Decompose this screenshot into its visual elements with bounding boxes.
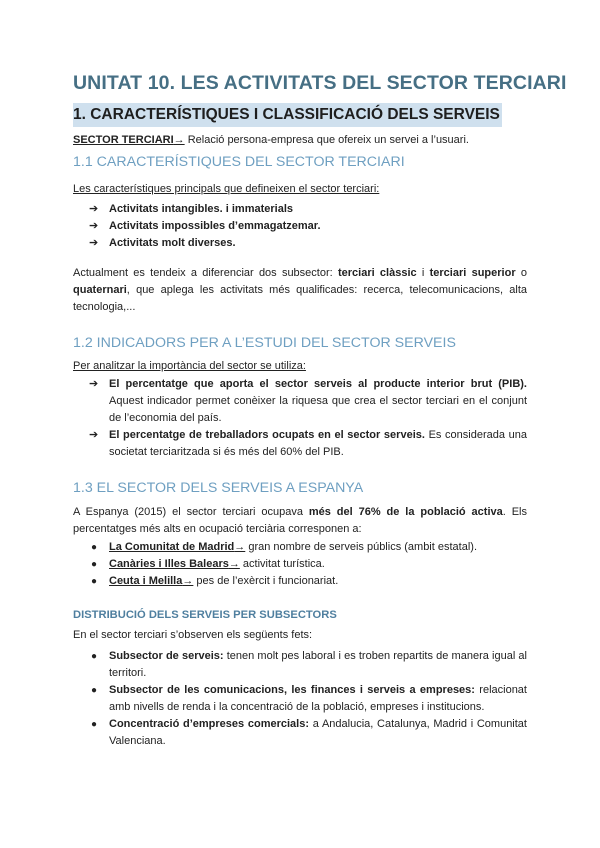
bullet-icon: ● <box>91 685 98 696</box>
arrow-bullet-icon: ➔ <box>89 429 99 441</box>
arrow-icon: → <box>173 134 185 146</box>
definition-text: Relació persona-empresa que ofereix un servei a l’usuari. <box>184 134 469 146</box>
regions-list <box>73 539 527 590</box>
bullet-icon: ● <box>91 559 98 570</box>
distribution-title: DISTRIBUCIÓ DELS SERVEIS PER SUBSECTORS <box>73 609 337 621</box>
subsection-1-3-title: 1.3 EL SECTOR DELS SERVEIS A ESPANYA <box>73 480 364 496</box>
arrow-bullet-icon: ➔ <box>89 378 99 390</box>
spain-paragraph: A Espanya (2015) el sector terciari ocupava més del 76% de la població activa. Els percentatges més alts en ocupació terciària corresponen a: <box>73 506 527 535</box>
subsector-paragraph: Actualment es tendeix a diferenciar dos subsector: terciari clàssic i terciari superior o quaternari, que aplega les activitats més qualificades: recerca, telecomunicacions, alta tecnologia,... <box>73 267 527 313</box>
characteristics-intro: Les característiques principals que defineixen el sector terciari: <box>73 183 380 195</box>
subsection-1-1-title: 1.1 CARACTERÍSTIQUES DEL SECTOR TERCIARI <box>73 154 405 170</box>
list-item: ➔ Activitats impossibles d’emmagatzemar. <box>73 218 527 235</box>
list-item: ● Ceuta i Melilla→ pes de l’exèrcit i funcionariat. <box>73 573 527 590</box>
list-item: ● Subsector de serveis: tenen molt pes laboral i es troben repartits de manera igual al territori. <box>91 650 527 679</box>
subsection-1-2-title: 1.2 INDICADORS PER A L’ESTUDI DEL SECTOR SERVEIS <box>73 335 456 351</box>
bullet-icon: ● <box>91 542 98 553</box>
list-item: ➔ Activitats molt diverses. <box>73 235 527 252</box>
bullet-icon: ● <box>91 719 98 730</box>
definition-term: SECTOR TERCIARI→ <box>73 134 185 146</box>
unit-title: UNITAT 10. LES ACTIVITATS DEL SECTOR TERCIARI <box>73 72 567 94</box>
list-item: ➔ Activitats intangibles. i immaterials <box>73 201 527 218</box>
list-item: ➔ El percentatge que aporta el sector serveis al producte interior brut (PIB). Aquest indicador permet conèixer la riquesa que crea el sector terciari en el conjunt de l’economia del país. <box>89 378 527 424</box>
indicators-intro: Per analitzar la importància del sector se utiliza: <box>73 360 306 372</box>
arrow-bullet-icon: ➔ <box>89 220 99 232</box>
list-item: ● Subsector de les comunicacions, les finances i serveis a empreses: relacionat amb nivells de renda i la concentració de la població, empreses i institucions. <box>91 684 527 713</box>
section-1-title: 1. CARACTERÍSTIQUES I CLASSIFICACIÓ DELS SERVEIS <box>73 103 502 127</box>
sector-definition <box>73 132 469 149</box>
bullet-icon: ● <box>91 576 98 587</box>
bullet-icon: ● <box>91 651 98 662</box>
arrow-bullet-icon: ➔ <box>89 203 99 215</box>
list-item: ● La Comunitat de Madrid→ gran nombre de serveis públics (ambit estatal). <box>73 539 527 556</box>
characteristics-list <box>73 201 527 252</box>
list-item: ➔ El percentatge de treballadors ocupats en el sector serveis. Es considerada una societat terciaritzada si és més del 60% del PIB. <box>89 429 527 458</box>
arrow-bullet-icon: ➔ <box>89 237 99 249</box>
distribution-list <box>73 648 527 750</box>
list-item: ● Canàries i Illes Balears→ activitat turística. <box>73 556 527 573</box>
list-item: ● Concentració d’empreses comercials: a Andalucia, Catalunya, Madrid i Comunitat Valenciana. <box>91 718 527 747</box>
distribution-intro: En el sector terciari s’observen els següents fets: <box>73 629 313 641</box>
indicators-list <box>73 376 527 461</box>
